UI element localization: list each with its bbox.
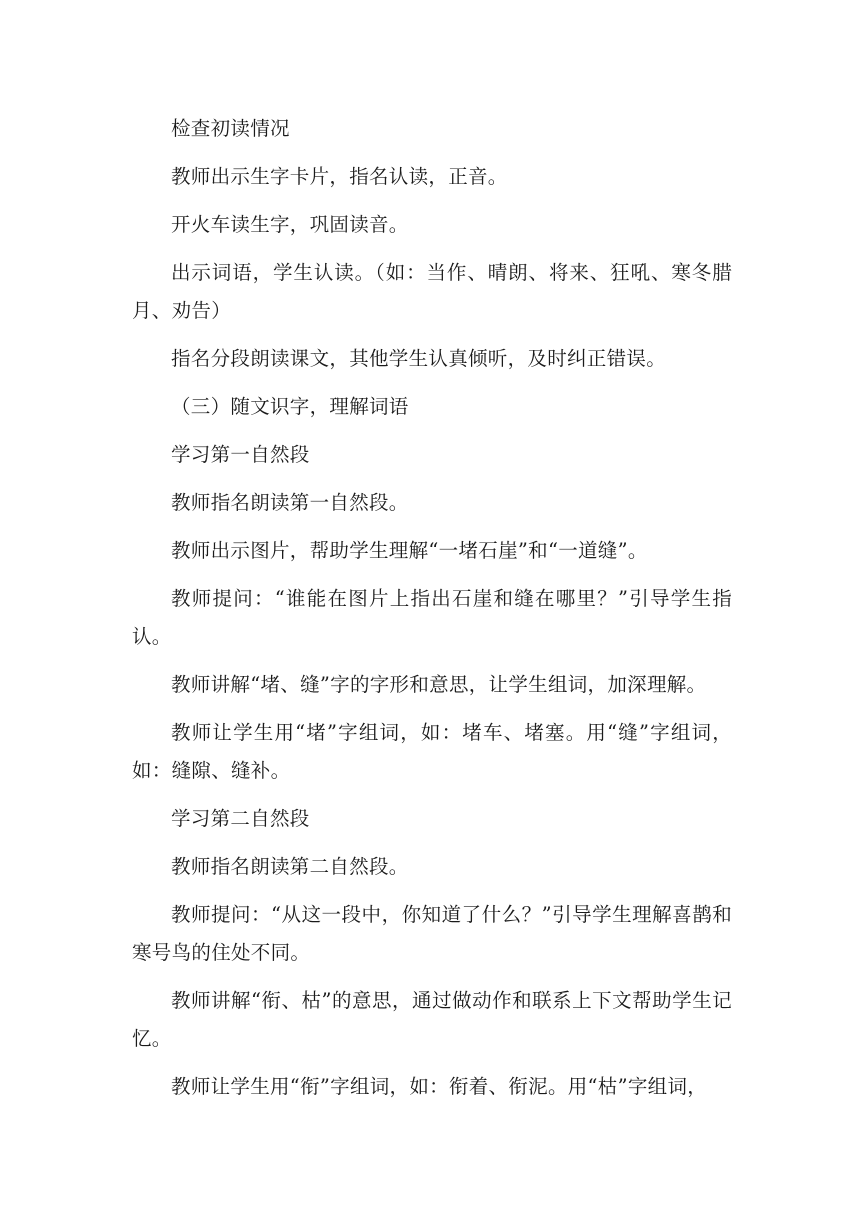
- paragraph: 教师提问：“谁能在图片上指出石崖和缝在哪里？”引导学生指认。: [132, 587, 732, 648]
- paragraph: 教师讲解“堵、缝”字的字形和意思，让学生组词，加深理解。: [171, 673, 707, 696]
- paragraph: 教师指名朗读第二自然段。: [171, 855, 409, 878]
- paragraph: 学习第一自然段: [171, 443, 310, 466]
- paragraph: 教师指名朗读第一自然段。: [171, 491, 409, 514]
- paragraph: 开火车读生字，巩固读音。: [171, 213, 409, 236]
- paragraph: 检查初读情况: [171, 117, 290, 140]
- paragraph: 教师让学生用“堵”字组词，如：堵车、堵塞。用“缝”字组词，如：缝隙、缝补。: [132, 721, 732, 782]
- paragraph: 学习第二自然段: [171, 807, 310, 830]
- paragraph: 教师出示生字卡片，指名认读，正音。: [171, 165, 508, 188]
- paragraph: 指名分段朗读课文，其他学生认真倾听，及时纠正错误。: [171, 347, 667, 370]
- paragraph: 出示词语，学生认读。（如：当作、晴朗、将来、狂吼、寒冬腊月、劝告）: [132, 261, 732, 322]
- document-page: [132, 110, 732, 1116]
- paragraph: 教师讲解“衔、枯”的意思，通过做动作和联系上下文帮助学生记忆。: [132, 989, 732, 1050]
- section-heading: （三）随文识字，理解词语: [171, 395, 409, 418]
- paragraph: 教师提问：“从这一段中，你知道了什么？”引导学生理解喜鹊和寒号鸟的住处不同。: [132, 903, 732, 964]
- paragraph: 教师让学生用“衔”字组词，如：衔着、衔泥。用“枯”字组词，: [171, 1075, 708, 1098]
- paragraph: 教师出示图片，帮助学生理解“一堵石崖”和“一道缝”。: [171, 539, 648, 562]
